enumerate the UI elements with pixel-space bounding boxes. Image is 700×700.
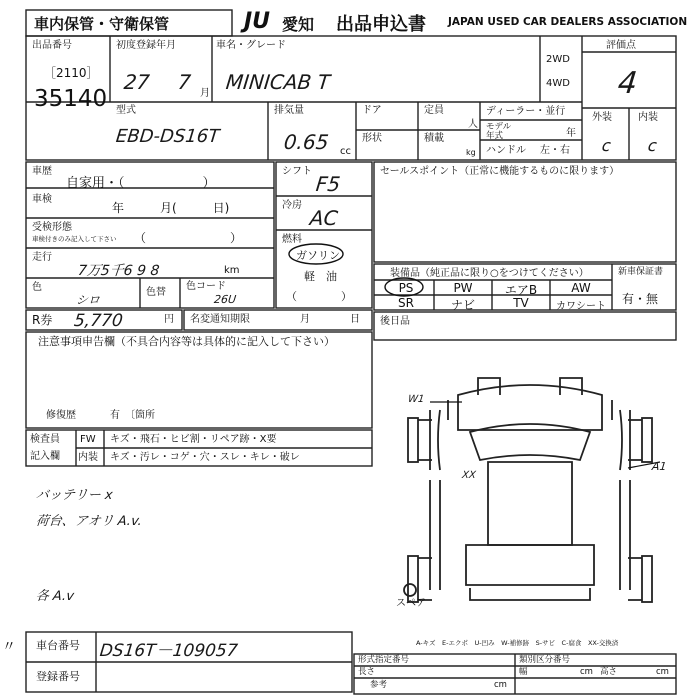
lot-code: ［2110］ bbox=[44, 66, 99, 80]
jukeisha-note: 車検付きのみ記入して下さい bbox=[32, 235, 117, 243]
ju-logo: JU bbox=[244, 9, 271, 34]
shift-label: シフト bbox=[282, 166, 312, 177]
mileage-unit: km bbox=[224, 265, 240, 276]
equipment-ps: PS bbox=[398, 281, 414, 295]
reg-no-label: 登録番号 bbox=[36, 670, 80, 683]
color-value: シロ bbox=[75, 293, 101, 307]
load-label: 積載 bbox=[424, 133, 444, 144]
mark-w1: W1 bbox=[407, 394, 425, 405]
recycle-unit: 円 bbox=[164, 314, 174, 325]
ac-label: 冷房 bbox=[282, 200, 302, 211]
model-year-label: モデル年式 bbox=[486, 122, 512, 142]
color-change-label: 色替 bbox=[146, 287, 166, 298]
car-diagram bbox=[404, 378, 652, 602]
width-unit: cm bbox=[580, 667, 593, 677]
drive-4wd: 4WD bbox=[546, 78, 570, 89]
height-unit: cm bbox=[656, 667, 669, 677]
capacity-label: 定員 bbox=[424, 105, 444, 116]
fw-label: FW bbox=[80, 434, 96, 445]
lot-label: 出品番号 bbox=[32, 40, 72, 51]
name-change-day: 日 bbox=[350, 314, 360, 325]
sales-point-label: セールスポイント（正常に機能するものに限ります） bbox=[380, 166, 620, 177]
exterior-score: c bbox=[601, 136, 612, 155]
after-label: 後日品 bbox=[380, 316, 410, 327]
equipment-airbag: エアB bbox=[504, 283, 538, 297]
equipment-label: 装備品（純正品に限り○をつけてください） bbox=[390, 268, 589, 279]
score-value: 4 bbox=[616, 66, 639, 101]
inspector-label: 検査員 bbox=[30, 434, 60, 445]
model-value: EBD-DS16T bbox=[114, 126, 221, 147]
equipment-sr: SR bbox=[398, 296, 414, 310]
interior-items: キズ・汚レ・コゲ・穴・スレ・キレ・破レ bbox=[110, 452, 300, 463]
notes-label: 注意事項申告欄（不具合内容等は具体的に記入して下さい） bbox=[38, 335, 335, 348]
displacement-value: 0.65 bbox=[282, 130, 330, 154]
handle-value: 左・右 bbox=[540, 145, 570, 156]
displacement-unit: cc bbox=[340, 146, 351, 157]
year-unit: 年 bbox=[566, 128, 576, 139]
interior-label: 内装 bbox=[638, 112, 658, 123]
history-label: 車歴 bbox=[32, 166, 52, 177]
name-change-month: 月 bbox=[300, 314, 310, 325]
displacement-label: 排気量 bbox=[274, 105, 304, 116]
legend: A-キズ E-エクボ U-凹み W-補修跡 S-サビ C-腐食 XX-交換済 bbox=[416, 639, 619, 647]
color-code-label: 色コード bbox=[186, 281, 226, 292]
mark-xx: XX bbox=[461, 470, 477, 481]
height-label: 高さ bbox=[600, 667, 618, 677]
fuel-diesel: 軽 油 bbox=[304, 270, 337, 283]
fw-items: キズ・飛石・ヒビ割・リペア跡・X要 bbox=[110, 434, 277, 445]
first-reg-year: 27 bbox=[122, 70, 151, 94]
car-name-value: MINICAB T bbox=[224, 70, 332, 94]
fuel-other: （ ） bbox=[286, 290, 352, 303]
history-value: 自家用・（ ） bbox=[66, 176, 216, 191]
chassis-mark: 〃 bbox=[2, 639, 16, 655]
length-ref-label: 参考 bbox=[370, 680, 388, 690]
form-designation-label: 形式指定番号 bbox=[358, 655, 410, 665]
warranty-label: 新車保証書 bbox=[618, 267, 664, 277]
color-code: 26U bbox=[213, 293, 237, 306]
mileage-label: 走行 bbox=[32, 252, 52, 263]
recycle-value: 5,770 bbox=[72, 311, 124, 331]
mark-a1: A1 bbox=[651, 460, 668, 473]
inspector-label-2: 記入欄 bbox=[30, 451, 60, 462]
recycle-label: R券 bbox=[32, 313, 53, 327]
shift-value: F5 bbox=[314, 172, 342, 196]
length-label: 長さ bbox=[358, 667, 376, 677]
drive-2wd: 2WD bbox=[546, 54, 570, 65]
org-name-en: JAPAN USED CAR DEALERS ASSOCIATION bbox=[448, 16, 688, 28]
equipment-aw: AW bbox=[571, 281, 591, 295]
handle-label: ハンドル bbox=[486, 145, 526, 156]
load-unit: kg bbox=[466, 148, 476, 157]
model-label: 型式 bbox=[116, 105, 136, 116]
lot-number: 35140 bbox=[34, 86, 108, 112]
org-name: 愛知 bbox=[282, 15, 315, 34]
jukeisha-value: （ ） bbox=[134, 231, 243, 245]
interior-items-label: 内装 bbox=[78, 452, 98, 463]
note-bed: 荷台、アオリ A.v. bbox=[35, 514, 143, 529]
length-unit: cm bbox=[494, 680, 507, 690]
interior-score: c bbox=[647, 136, 658, 155]
equipment-leather: カワシート bbox=[556, 301, 606, 312]
fuel-gasoline: ガソリン bbox=[296, 249, 340, 262]
equipment-navi: ナビ bbox=[450, 298, 475, 312]
warranty-value: 有・無 bbox=[622, 292, 659, 306]
note-battery: バッテリー x bbox=[35, 488, 114, 503]
car-name-label: 車名・グレード bbox=[216, 40, 286, 51]
width-label: 幅 bbox=[519, 667, 528, 677]
storage-note: 車内保管・守衛保管 bbox=[34, 15, 170, 33]
mileage-value: 7万5千6 9 8 bbox=[77, 263, 161, 279]
dealer-label: ディーラー・並行 bbox=[486, 106, 566, 117]
first-reg-unit: 月 bbox=[200, 88, 210, 99]
door-label: ドア bbox=[362, 105, 382, 116]
name-change-label: 名変通知期限 bbox=[190, 314, 250, 325]
equipment-tv: TV bbox=[513, 296, 529, 310]
repair-value: 有 〔箇所 bbox=[110, 410, 155, 421]
exterior-label: 外装 bbox=[592, 112, 612, 123]
jukeisha-label: 受検形態 bbox=[32, 222, 72, 233]
fuel-label: 燃料 bbox=[282, 234, 302, 245]
score-label: 評価点 bbox=[606, 40, 636, 51]
first-reg-label: 初度登録年月 bbox=[116, 40, 176, 51]
ac-value: AC bbox=[308, 206, 339, 230]
shaken-label: 車検 bbox=[32, 194, 52, 205]
chassis-label: 車台番号 bbox=[36, 639, 80, 652]
class-number-label: 類別区分番号 bbox=[519, 655, 571, 665]
equipment-pw: PW bbox=[453, 281, 473, 295]
chassis-value: DS16T－109057 bbox=[98, 641, 239, 661]
shaken-value: 年 月( 日) bbox=[112, 201, 230, 215]
spare-label: スペア bbox=[396, 598, 426, 609]
first-reg-month: 7 bbox=[176, 70, 192, 94]
note-all: 各 A.v bbox=[35, 589, 75, 604]
color-label: 色 bbox=[32, 282, 42, 293]
capacity-unit: 人 bbox=[468, 119, 478, 130]
form-title: 出品申込書 bbox=[336, 14, 426, 35]
shape-label: 形状 bbox=[362, 133, 382, 144]
repair-label: 修復歴 bbox=[46, 410, 76, 421]
